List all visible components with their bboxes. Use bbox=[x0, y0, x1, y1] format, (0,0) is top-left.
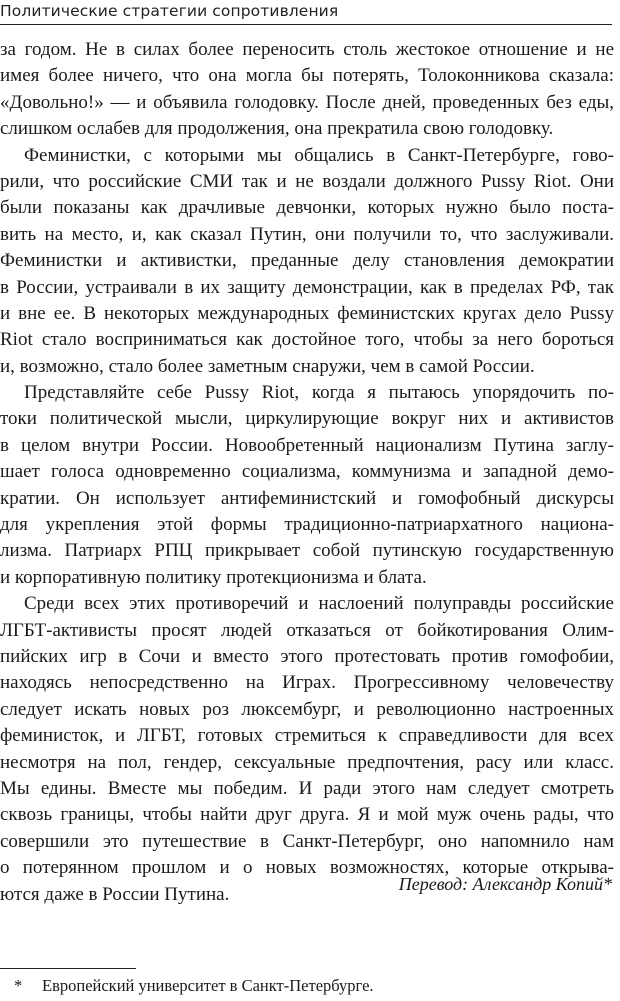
running-head: Политические стратегии сопротивления bbox=[0, 0, 612, 25]
text-line: ются даже в России Путина. bbox=[0, 883, 230, 905]
text-line: о потерянном прошлом и о новых возможностях, которые открыва- bbox=[0, 857, 614, 879]
text-line: несмотря на пол, гендер, сексуальные предпочтения, расу или класс. bbox=[0, 751, 614, 773]
text-line: были показаны как драчливые девчонки, которых нужно было поста- bbox=[0, 197, 614, 219]
text-line: Представляйте себе Pussy Riot, когда я пытаюсь упорядочить по- bbox=[24, 382, 614, 404]
text-line: Феминистки и активистки, преданные делу становления демократии bbox=[0, 250, 614, 272]
footnote bbox=[14, 975, 374, 997]
text-line: и корпоративную политику протекционизма и блата. bbox=[0, 566, 427, 588]
text-line: кратии. Он использует антифеминистский и гомофобный дискурсы bbox=[0, 487, 614, 509]
text-line: в целом внутри России. Новообретенный национализм Путина заглу- bbox=[0, 434, 614, 456]
text-line: Феминистки, с которыми мы общались в Санкт-Петербурге, гово- bbox=[24, 144, 614, 166]
text-line: Мы едины. Вместе мы победим. И ради этого нам следует смотреть bbox=[0, 777, 614, 799]
text-line: слишком ослабев для продолжения, она прекратила свою голодовку. bbox=[0, 118, 554, 140]
text-line: в России, устраивали в их защиту демонстрации, как в пределах РФ, так bbox=[0, 276, 614, 298]
text-line: следует искать новых роз люксембург, и революционно настроенных bbox=[0, 698, 614, 720]
text-line: рили, что российские СМИ так и не воздали должного Pussy Riot. Они bbox=[0, 170, 614, 192]
footnote-mark: * bbox=[14, 976, 23, 995]
text-line: токи политической мысли, циркулирующие вокруг них и активистов bbox=[0, 408, 614, 430]
paragraph bbox=[0, 143, 614, 381]
footnote-divider bbox=[0, 968, 136, 969]
text-line: и вне ее. В некоторых международных феминистских кругах дело Pussy bbox=[0, 302, 614, 324]
text-line: за годом. Не в силах более переносить столь жестокое отношение и не bbox=[0, 39, 614, 60]
paragraph bbox=[0, 37, 614, 143]
text-line: «Довольно!» — и объявила голодовку. После дней, проведенных без еды, bbox=[0, 91, 614, 113]
text-line: совершили это путешествие в Санкт-Петербург, оно напомнило нам bbox=[0, 830, 614, 852]
text-line: ЛГБТ-активисты просят людей отказаться от бойкотирования Олим- bbox=[0, 619, 614, 641]
text-line: Среди всех этих противоречий и наслоений полуправды российские bbox=[24, 593, 614, 615]
text-line: для укрепления этой формы традиционно-патриархатного национа- bbox=[0, 514, 614, 536]
translator-credit: Перевод: Александр Копий* bbox=[398, 874, 612, 894]
paragraph bbox=[0, 591, 614, 908]
text-line: шает голоса одновременно социализма, коммунизма и западной демо- bbox=[0, 461, 614, 483]
text-line: и, возможно, стало более заметным снаружи, чем в самой России. bbox=[0, 355, 535, 377]
text-line: сквозь границы, чтобы найти друг друга. Я и мой муж очень рады, что bbox=[0, 804, 614, 826]
text-line: имея более ничего, что она могла бы потерять, Толоконникова сказала: bbox=[0, 65, 614, 87]
paragraph bbox=[0, 380, 614, 591]
text-line: феминисток, и ЛГБТ, готовых стремиться к справедливости для всех bbox=[0, 725, 614, 747]
text-line: пийских игр в Сочи и вместо этого протестовать против гомофобии, bbox=[0, 645, 614, 667]
text-line: лизма. Патриарх РПЦ прикрывает собой путинскую государственную bbox=[0, 540, 614, 562]
body-text bbox=[0, 37, 614, 908]
text-line: вить на место, и, как сказал Путин, они получили то, что заслуживали. bbox=[0, 223, 614, 245]
footnote-text: Европейский университет в Санкт-Петербурге. bbox=[42, 976, 374, 995]
text-line: находясь непосредственно на Играх. Прогрессивному человечеству bbox=[0, 672, 614, 694]
text-line: Riot стало восприниматься как достойное того, чтобы за него бороться bbox=[0, 329, 614, 351]
